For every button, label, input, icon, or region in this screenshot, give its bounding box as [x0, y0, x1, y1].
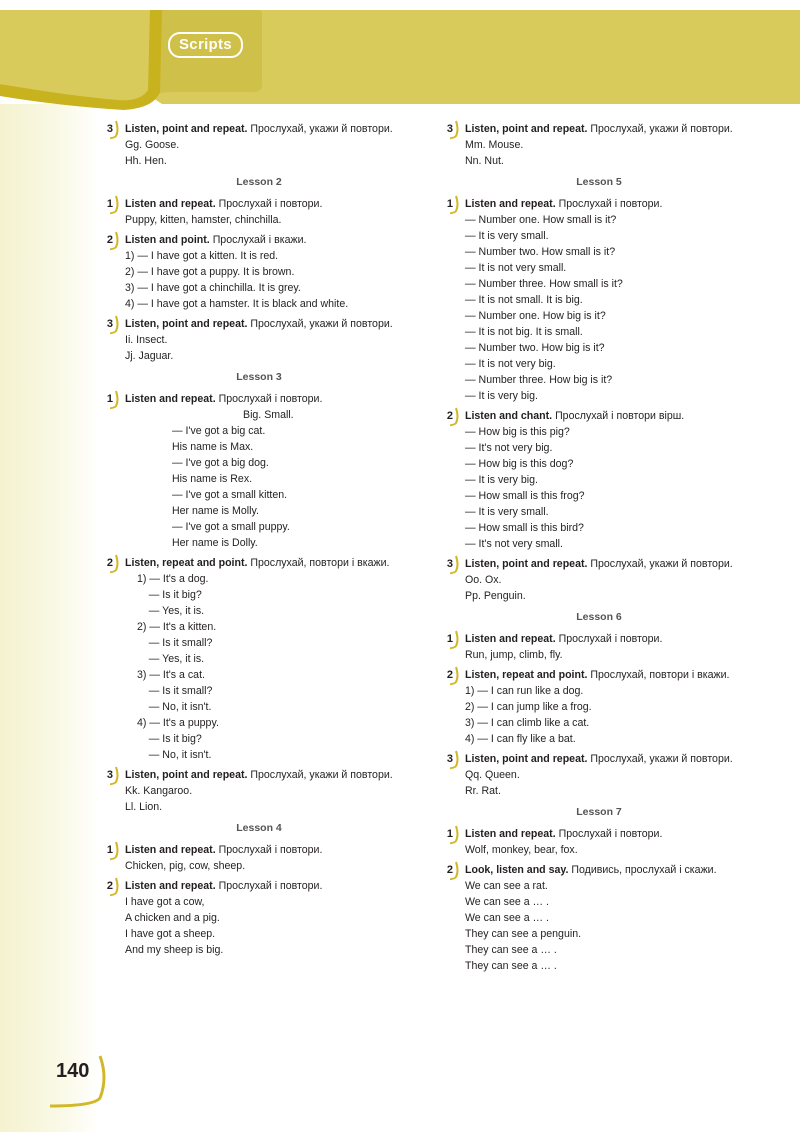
exercise	[440, 826, 758, 858]
dialog-line: 4) — It's a puppy.	[137, 717, 219, 729]
instruction-english: Listen, point and repeat.	[125, 318, 248, 330]
lesson-heading: Lesson 2	[236, 176, 282, 188]
exercise-number	[440, 556, 460, 574]
exercise-number	[100, 767, 120, 785]
dialog-line: — Is it big?	[137, 733, 202, 745]
instruction-ukrainian: Прослухай і повтори.	[555, 633, 663, 645]
poem-line: — I've got a big dog.	[172, 457, 269, 469]
left-column	[100, 121, 418, 962]
exercise-bracket-icon	[110, 877, 120, 897]
script-line: — Number two. How big is it?	[465, 342, 605, 354]
script-line: 4) — I can fly like a bat.	[465, 733, 576, 745]
exercise-number-text: 2	[446, 410, 453, 422]
instruction-english: Listen and repeat.	[465, 633, 556, 645]
script-line: — It is very big.	[465, 390, 538, 402]
exercise-number	[100, 842, 120, 860]
exercise-instruction	[125, 555, 418, 571]
exercise-instruction	[465, 667, 758, 683]
exercise-bracket-icon	[450, 861, 460, 881]
script-line: — It's not very big.	[465, 442, 553, 454]
exercise-number	[440, 667, 460, 685]
poem-line: His name is Rex.	[172, 473, 253, 485]
instruction-english: Listen, point and repeat.	[465, 558, 588, 570]
script-line: — Number three. How small is it?	[465, 278, 623, 290]
exercise-number	[100, 316, 120, 334]
exercise-instruction	[465, 631, 758, 647]
instruction-english: Listen, point and repeat.	[125, 769, 248, 781]
script-line: We can see a rat.	[465, 880, 548, 892]
exercise	[100, 555, 418, 763]
script-line: They can see a penguin.	[465, 928, 582, 940]
poem-line: His name is Max.	[172, 441, 254, 453]
side-band	[0, 0, 100, 1132]
exercise-number-text: 1	[106, 844, 113, 856]
script-line: Mm. Mouse.	[465, 139, 524, 151]
instruction-english: Listen, point and repeat.	[465, 123, 588, 135]
instruction-english: Listen, repeat and point.	[465, 669, 588, 681]
poem-line: — I've got a big cat.	[172, 425, 266, 437]
script-line: 2) — I can jump like a frog.	[465, 701, 592, 713]
instruction-ukrainian: Прослухай і вкажи.	[209, 234, 307, 246]
script-line: — It is not big. It is small.	[465, 326, 583, 338]
script-line: 1) — I can run like a dog.	[465, 685, 584, 697]
exercise-instruction	[465, 751, 758, 767]
script-line: And my sheep is big.	[125, 944, 224, 956]
exercise	[100, 767, 418, 815]
exercise-bracket-icon	[110, 195, 120, 215]
lesson-heading: Lesson 4	[236, 822, 282, 834]
exercise-number-text: 2	[106, 557, 113, 569]
instruction-ukrainian: Прослухай, повтори і вкажи.	[247, 557, 390, 569]
script-line: Wolf, monkey, bear, fox.	[465, 844, 578, 856]
script-line: 1) — I have got a kitten. It is red.	[125, 250, 279, 262]
dialog-line: — No, it isn't.	[137, 701, 212, 713]
exercise-bracket-icon	[110, 315, 120, 335]
exercise-bracket-icon	[110, 841, 120, 861]
instruction-ukrainian: Прослухай і повтори.	[215, 198, 323, 210]
exercise-instruction	[465, 556, 758, 572]
instruction-english: Look, listen and say.	[465, 864, 569, 876]
exercise-bracket-icon	[450, 750, 460, 770]
exercise-number	[440, 631, 460, 649]
script-line: — How big is this dog?	[465, 458, 574, 470]
exercise-instruction	[125, 196, 418, 212]
instruction-english: Listen and chant.	[465, 410, 553, 422]
right-column	[440, 121, 758, 978]
exercise-instruction	[125, 316, 418, 332]
script-line: Gg. Goose.	[125, 139, 180, 151]
exercise-number-text: 2	[446, 864, 453, 876]
exercise-instruction	[465, 826, 758, 842]
exercise-instruction	[125, 391, 418, 407]
script-line: — Number one. How big is it?	[465, 310, 606, 322]
exercise-number	[440, 862, 460, 880]
lesson-heading: Lesson 7	[576, 806, 622, 818]
exercise-number-text: 3	[446, 753, 453, 765]
exercise-number	[100, 878, 120, 896]
exercise	[440, 631, 758, 663]
exercise	[440, 862, 758, 974]
exercise	[440, 556, 758, 604]
exercise-instruction	[125, 878, 418, 894]
exercise	[440, 121, 758, 169]
script-line: 2) — I have got a puppy. It is brown.	[125, 266, 295, 278]
poem-line: Her name is Molly.	[172, 505, 259, 517]
script-line: Qq. Queen.	[465, 769, 520, 781]
script-line: — How small is this frog?	[465, 490, 585, 502]
instruction-english: Listen, repeat and point.	[125, 557, 248, 569]
poem-line: Her name is Dolly.	[172, 537, 258, 549]
exercise-instruction	[465, 408, 758, 424]
instruction-ukrainian: Прослухай і повтори.	[555, 828, 663, 840]
exercise	[100, 121, 418, 169]
script-line: I have got a cow,	[125, 896, 205, 908]
exercise-bracket-icon	[110, 766, 120, 786]
instruction-ukrainian: Прослухай і повтори вірш.	[552, 410, 685, 422]
script-line: — It is very big.	[465, 474, 538, 486]
page-number-block	[38, 1050, 118, 1110]
lesson-heading: Lesson 3	[236, 371, 282, 383]
script-line: Pp. Penguin.	[465, 590, 526, 602]
exercise-number-text: 1	[446, 633, 453, 645]
instruction-english: Listen, point and repeat.	[125, 123, 248, 135]
exercise-number	[100, 555, 120, 573]
script-line: Puppy, kitten, hamster, chinchilla.	[125, 214, 282, 226]
script-line: 3) — I can climb like a cat.	[465, 717, 590, 729]
script-line: They can see a … .	[465, 960, 557, 972]
exercise-number-text: 2	[106, 880, 113, 892]
script-line: — It is not very small.	[465, 262, 567, 274]
exercise-bracket-icon	[110, 390, 120, 410]
script-line: — It is very small.	[465, 506, 549, 518]
script-line: — It's not very small.	[465, 538, 563, 550]
script-line: Oo. Ox.	[465, 574, 502, 586]
instruction-ukrainian: Прослухай, повтори і вкажи.	[587, 669, 730, 681]
exercise-bracket-icon	[450, 825, 460, 845]
lesson-heading: Lesson 5	[576, 176, 622, 188]
exercise	[440, 408, 758, 552]
exercise-number-text: 1	[446, 198, 453, 210]
instruction-english: Listen, point and repeat.	[465, 753, 588, 765]
dialog-line: — No, it isn't.	[137, 749, 212, 761]
exercise-number	[440, 826, 460, 844]
exercise-number-text: 3	[446, 123, 453, 135]
exercise	[100, 316, 418, 364]
dialog-line: — Is it big?	[137, 589, 202, 601]
script-line: Ii. Insect.	[125, 334, 168, 346]
exercise-number	[440, 196, 460, 214]
script-line: — It is not small. It is big.	[465, 294, 583, 306]
dialog-line: — Yes, it is.	[137, 653, 205, 665]
exercise-bracket-icon	[450, 555, 460, 575]
poem-title: Big. Small.	[243, 409, 294, 421]
exercise-number	[100, 232, 120, 250]
dialog-line: — Is it small?	[137, 685, 213, 697]
exercise-number-text: 1	[446, 828, 453, 840]
exercise	[440, 667, 758, 747]
exercise-number	[100, 391, 120, 409]
script-line: Jj. Jaguar.	[125, 350, 174, 362]
exercise-bracket-icon	[110, 120, 120, 140]
exercise-number-text: 3	[106, 318, 113, 330]
instruction-english: Listen and repeat.	[465, 828, 556, 840]
poem-line: — I've got a small puppy.	[172, 521, 290, 533]
script-line: 4) — I have got a hamster. It is black and white.	[125, 298, 349, 310]
exercise	[100, 391, 418, 551]
script-line: 3) — I have got a chinchilla. It is grey.	[125, 282, 301, 294]
instruction-english: Listen and repeat.	[125, 880, 216, 892]
exercise-number-text: 3	[106, 769, 113, 781]
lesson-heading: Lesson 6	[576, 611, 622, 623]
script-line: A chicken and a pig.	[125, 912, 220, 924]
exercise-number	[440, 751, 460, 769]
exercise-bracket-icon	[110, 231, 120, 251]
exercise-number-text: 3	[106, 123, 113, 135]
script-line: — How small is this bird?	[465, 522, 584, 534]
exercise	[100, 196, 418, 228]
exercise-number	[440, 408, 460, 426]
instruction-ukrainian: Прослухай і повтори.	[215, 880, 323, 892]
exercise-bracket-icon	[450, 666, 460, 686]
script-line: Rr. Rat.	[465, 785, 501, 797]
instruction-ukrainian: Прослухай, укажи й повтори.	[247, 123, 393, 135]
exercise-bracket-icon	[110, 554, 120, 574]
exercise-number-text: 1	[106, 393, 113, 405]
script-line: Hh. Hen.	[125, 155, 167, 167]
dialog-line: 1) — It's a dog.	[137, 573, 209, 585]
exercise	[440, 751, 758, 799]
script-line: — Number two. How small is it?	[465, 246, 616, 258]
exercise-bracket-icon	[450, 195, 460, 215]
exercise-instruction	[125, 767, 418, 783]
dialog-line: 3) — It's a cat.	[137, 669, 205, 681]
exercise-number	[100, 121, 120, 139]
script-line: I have got a sheep.	[125, 928, 216, 940]
exercise-bracket-icon	[450, 630, 460, 650]
exercise-number	[440, 121, 460, 139]
exercise	[100, 878, 418, 958]
instruction-english: Listen and repeat.	[125, 393, 216, 405]
page-title: Scripts	[168, 32, 243, 58]
header-tab-shape	[0, 0, 800, 130]
script-line: They can see a … .	[465, 944, 557, 956]
script-line: — How big is this pig?	[465, 426, 570, 438]
instruction-ukrainian: Прослухай і повтори.	[555, 198, 663, 210]
instruction-ukrainian: Прослухай, укажи й повтори.	[247, 318, 393, 330]
instruction-english: Listen and point.	[125, 234, 210, 246]
dialog-line: — Yes, it is.	[137, 605, 205, 617]
exercise	[100, 842, 418, 874]
instruction-english: Listen and repeat.	[465, 198, 556, 210]
script-line: — It is very small.	[465, 230, 549, 242]
script-line: — It is not very big.	[465, 358, 556, 370]
instruction-ukrainian: Прослухай, укажи й повтори.	[587, 123, 733, 135]
script-line: — Number three. How big is it?	[465, 374, 613, 386]
instruction-ukrainian: Подивись, прослухай і скажи.	[568, 864, 717, 876]
script-line: — Number one. How small is it?	[465, 214, 617, 226]
exercise-instruction	[465, 196, 758, 212]
instruction-ukrainian: Прослухай, укажи й повтори.	[587, 558, 733, 570]
script-line: Run, jump, climb, fly.	[465, 649, 563, 661]
page-number: 140	[56, 1060, 90, 1082]
script-line: Nn. Nut.	[465, 155, 504, 167]
exercise-number-text: 2	[446, 669, 453, 681]
instruction-english: Listen and repeat.	[125, 198, 216, 210]
poem-line: — I've got a small kitten.	[172, 489, 288, 501]
instruction-ukrainian: Прослухай, укажи й повтори.	[247, 769, 393, 781]
exercise-number-text: 1	[106, 198, 113, 210]
dialog-line: — Is it small?	[137, 637, 213, 649]
exercise-number-text: 2	[106, 234, 113, 246]
script-line: We can see a … .	[465, 912, 550, 924]
exercise-instruction	[465, 121, 758, 137]
exercise-bracket-icon	[450, 407, 460, 427]
exercise	[440, 196, 758, 404]
exercise-instruction	[125, 232, 418, 248]
exercise-bracket-icon	[450, 120, 460, 140]
instruction-ukrainian: Прослухай і повтори.	[215, 393, 323, 405]
exercise	[100, 232, 418, 312]
exercise-instruction	[465, 862, 758, 878]
script-line: Kk. Kangaroo.	[125, 785, 193, 797]
exercise-number-text: 3	[446, 558, 453, 570]
exercise-instruction	[125, 842, 418, 858]
script-line: Ll. Lion.	[125, 801, 163, 813]
exercise-number	[100, 196, 120, 214]
dialog-line: 2) — It's a kitten.	[137, 621, 217, 633]
script-line: Chicken, pig, cow, sheep.	[125, 860, 246, 872]
instruction-ukrainian: Прослухай, укажи й повтори.	[587, 753, 733, 765]
instruction-ukrainian: Прослухай і повтори.	[215, 844, 323, 856]
script-line: We can see a … .	[465, 896, 550, 908]
exercise-instruction	[125, 121, 418, 137]
instruction-english: Listen and repeat.	[125, 844, 216, 856]
